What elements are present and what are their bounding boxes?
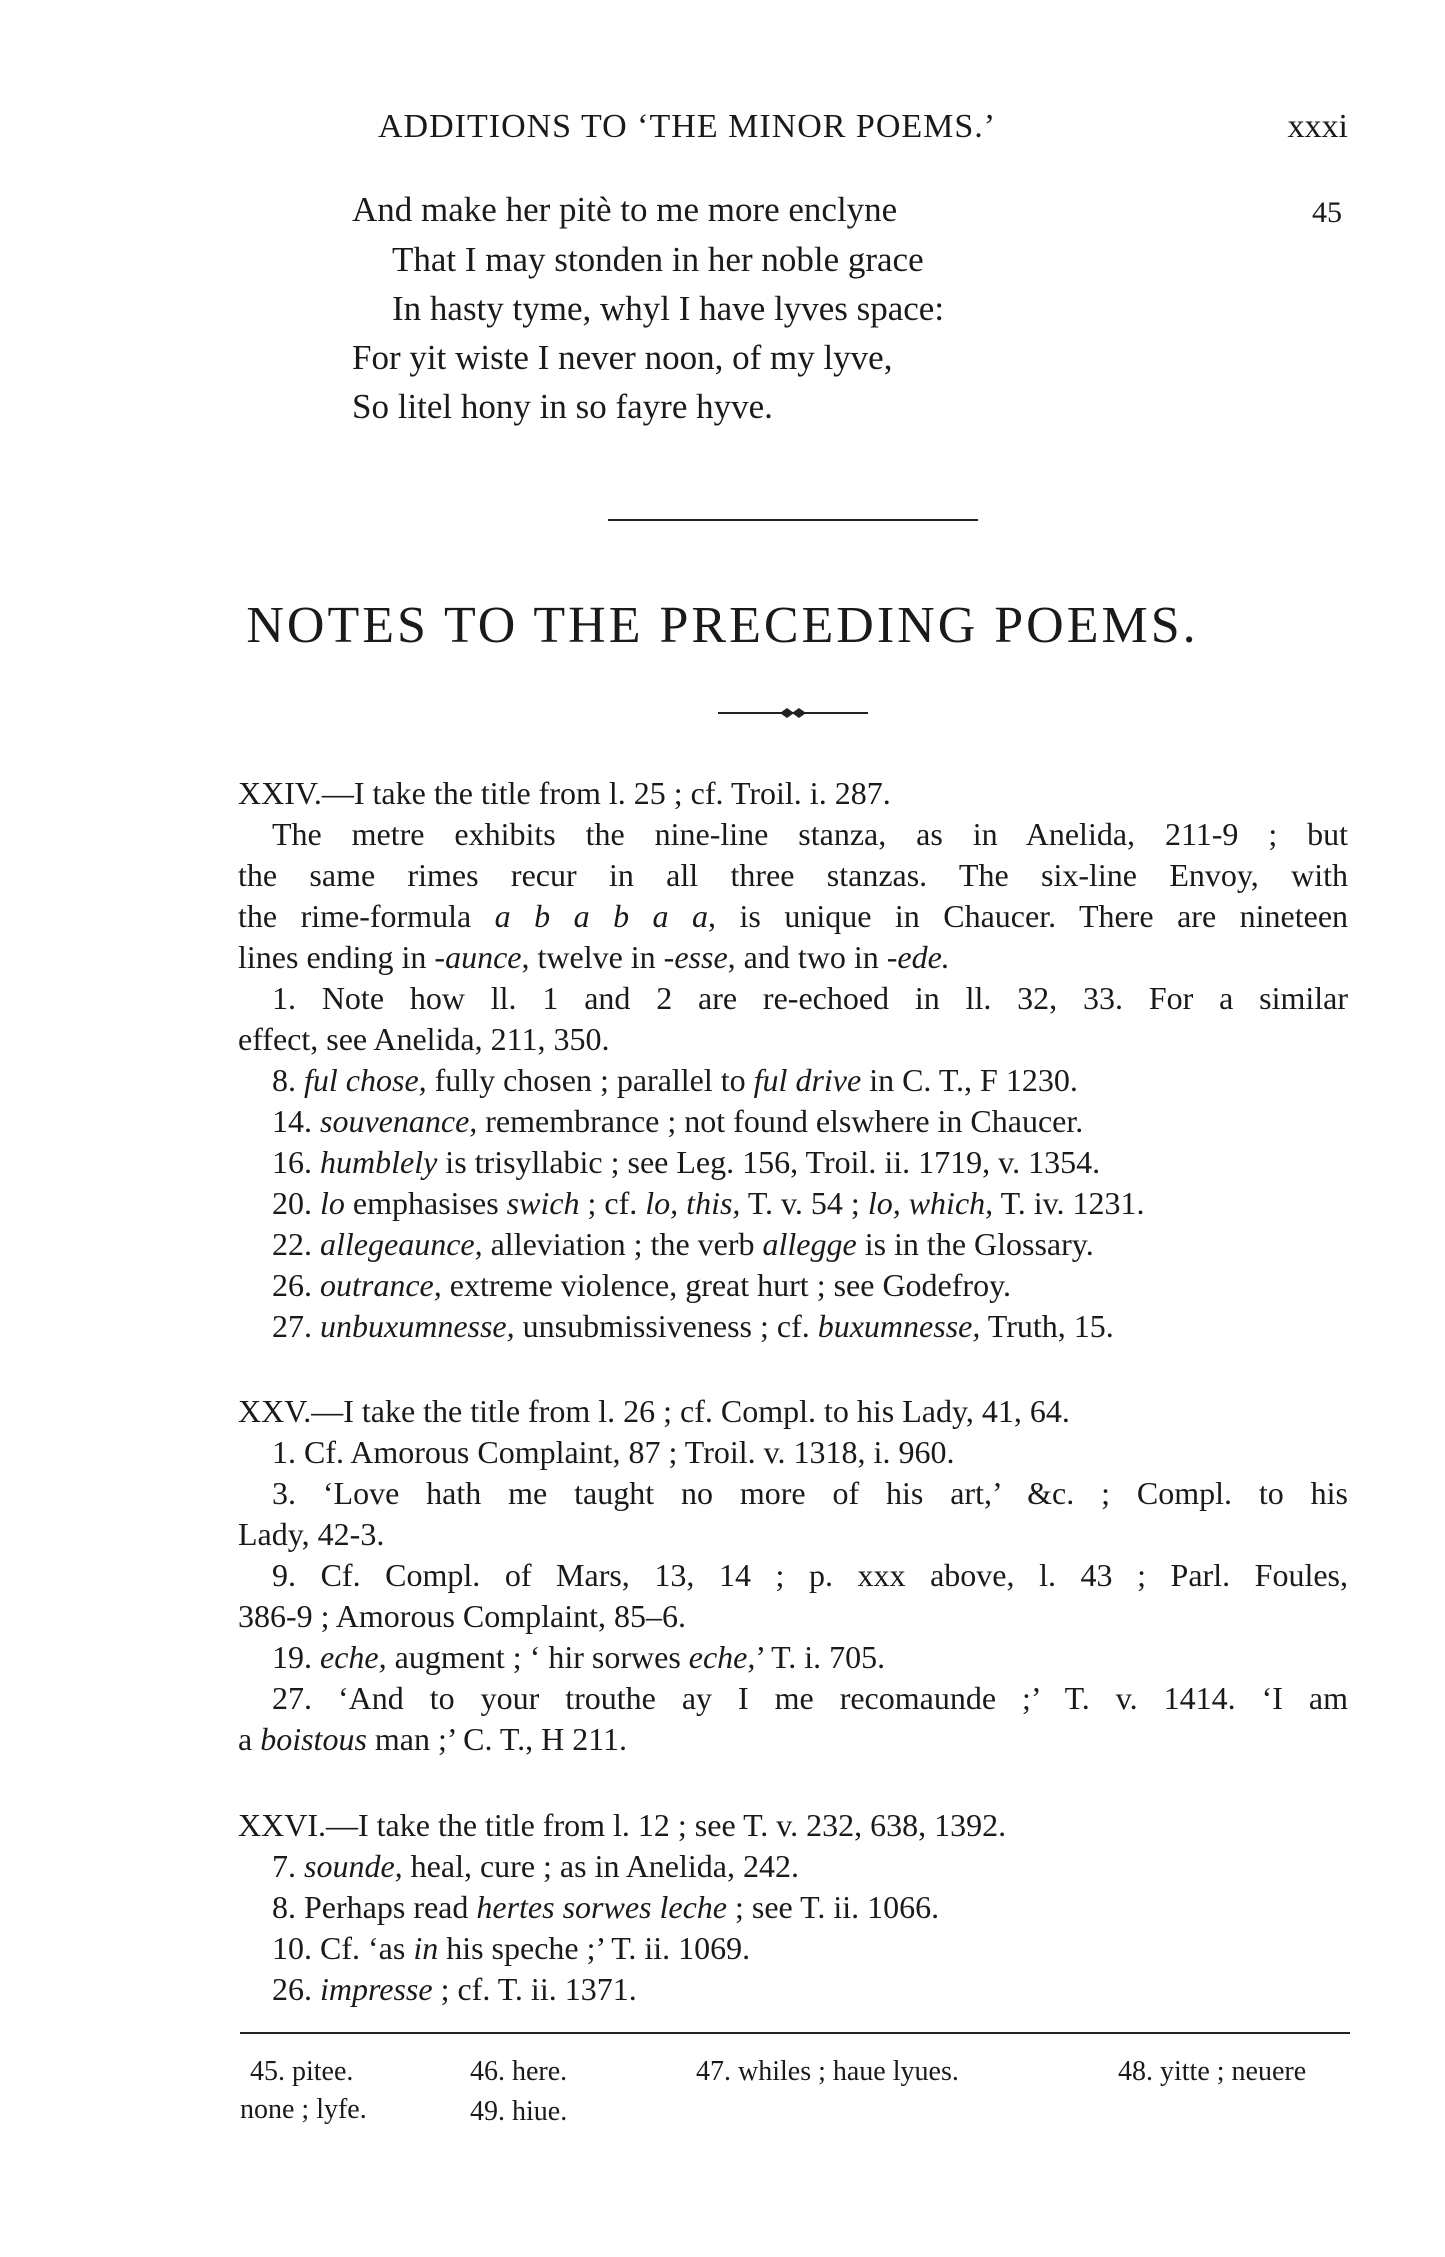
note-item: 26. outrance, extreme violence, great hurt ; see Godefroy. xyxy=(272,1267,1011,1303)
note-item: 10. Cf. ‘as in his speche ;’ T. ii. 1069. xyxy=(272,1930,751,1966)
note-item: 7. sounde, heal, cure ; as in Anelida, 242. xyxy=(272,1848,799,1884)
page-number: xxxi xyxy=(1287,108,1348,145)
note-item: 27. ‘And to your trouthe ay I me recomaunde ;’ T. v. 1414. ‘I am xyxy=(272,1680,1348,1716)
note-item: 8. ful chose, fully chosen ; parallel to ful drive in C. T., F 1230. xyxy=(272,1062,1078,1098)
footnote: 45. pitee. xyxy=(250,2056,354,2087)
note-text: Lady, 42-3. xyxy=(238,1516,385,1552)
footnote: none ; lyfe. xyxy=(240,2094,367,2125)
note-item: 19. eche, augment ; ‘ hir sorwes eche,’ T. i. 705. xyxy=(272,1639,886,1675)
footnote: 46. here. xyxy=(470,2056,568,2087)
note-text: 386-9 ; Amorous Complaint, 85–6. xyxy=(238,1598,686,1634)
note-text: the rime-formula a b a b a a, is unique in Chaucer. There are nineteen xyxy=(238,898,1349,934)
section-intro: XXV.—I take the title from l. 26 ; cf. Compl. to his Lady, 41, 64. xyxy=(238,1393,1070,1429)
poem-line: And make her pitè to me more enclyne xyxy=(352,190,898,229)
footnote-divider xyxy=(240,2032,1350,2034)
line-number: 45 xyxy=(1312,196,1342,229)
note-item: 8. Perhaps read hertes sorwes leche ; see T. ii. 1066. xyxy=(272,1889,940,1925)
section-intro: XXIV.—I take the title from l. 25 ; cf. Troil. i. 287. xyxy=(238,775,891,811)
footnote: 49. hiue. xyxy=(470,2096,568,2127)
note-text: a boistous man ;’ C. T., H 211. xyxy=(238,1721,628,1757)
footnote: 48. yitte ; neuere xyxy=(1118,2056,1307,2087)
note-item: 16. humblely is trisyllabic ; see Leg. 156, Troil. ii. 1719, v. 1354. xyxy=(272,1144,1101,1180)
poem-line: So litel hony in so fayre hyve. xyxy=(352,387,773,426)
note-item: 1. Cf. Amorous Complaint, 87 ; Troil. v. 1318, i. 960. xyxy=(272,1434,955,1470)
note-text: the same rimes recur in all three stanzas. The six-line Envoy, with xyxy=(238,857,1348,893)
ornament-rule xyxy=(718,706,868,720)
note-text: lines ending in -aunce, twelve in -esse, and two in -ede. xyxy=(238,939,950,975)
note-item: 14. souvenance, remembrance ; not found elswhere in Chaucer. xyxy=(272,1103,1084,1139)
note-text: effect, see Anelida, 211, 350. xyxy=(238,1021,610,1057)
note-item: 26. impresse ; cf. T. ii. 1371. xyxy=(272,1971,637,2007)
running-title: ADDITIONS TO ‘THE MINOR POEMS.’ xyxy=(378,108,997,145)
note-item: 27. unbuxumnesse, unsubmissiveness ; cf. buxumnesse, Truth, 15. xyxy=(272,1308,1114,1344)
footnote: 47. whiles ; haue lyues. xyxy=(696,2056,959,2087)
note-item: 9. Cf. Compl. of Mars, 13, 14 ; p. xxx above, l. 43 ; Parl. Foules, xyxy=(272,1557,1348,1593)
note-item: 3. ‘Love hath me taught no more of his art,’ &c. ; Compl. to his xyxy=(272,1475,1348,1511)
section-intro: XXVI.—I take the title from l. 12 ; see T. v. 232, 638, 1392. xyxy=(238,1807,1007,1843)
note-item: 22. allegeaunce, alleviation ; the verb allegge is in the Glossary. xyxy=(272,1226,1094,1262)
poem-line: For yit wiste I never noon, of my lyve, xyxy=(352,338,893,377)
notes-heading: NOTES TO THE PRECEDING POEMS. xyxy=(246,597,1199,654)
note-text: The metre exhibits the nine-line stanza, as in Anelida, 211-9 ; but xyxy=(272,816,1348,852)
poem-line: That I may stonden in her noble grace xyxy=(392,240,924,279)
note-item: 20. lo emphasises swich ; cf. lo, this, T. v. 54 ; lo, which, T. iv. 1231. xyxy=(272,1185,1145,1221)
poem-line: In hasty tyme, whyl I have lyves space: xyxy=(392,289,945,328)
note-item: 1. Note how ll. 1 and 2 are re-echoed in ll. 32, 33. For a similar xyxy=(272,980,1348,1016)
section-divider xyxy=(608,519,978,521)
